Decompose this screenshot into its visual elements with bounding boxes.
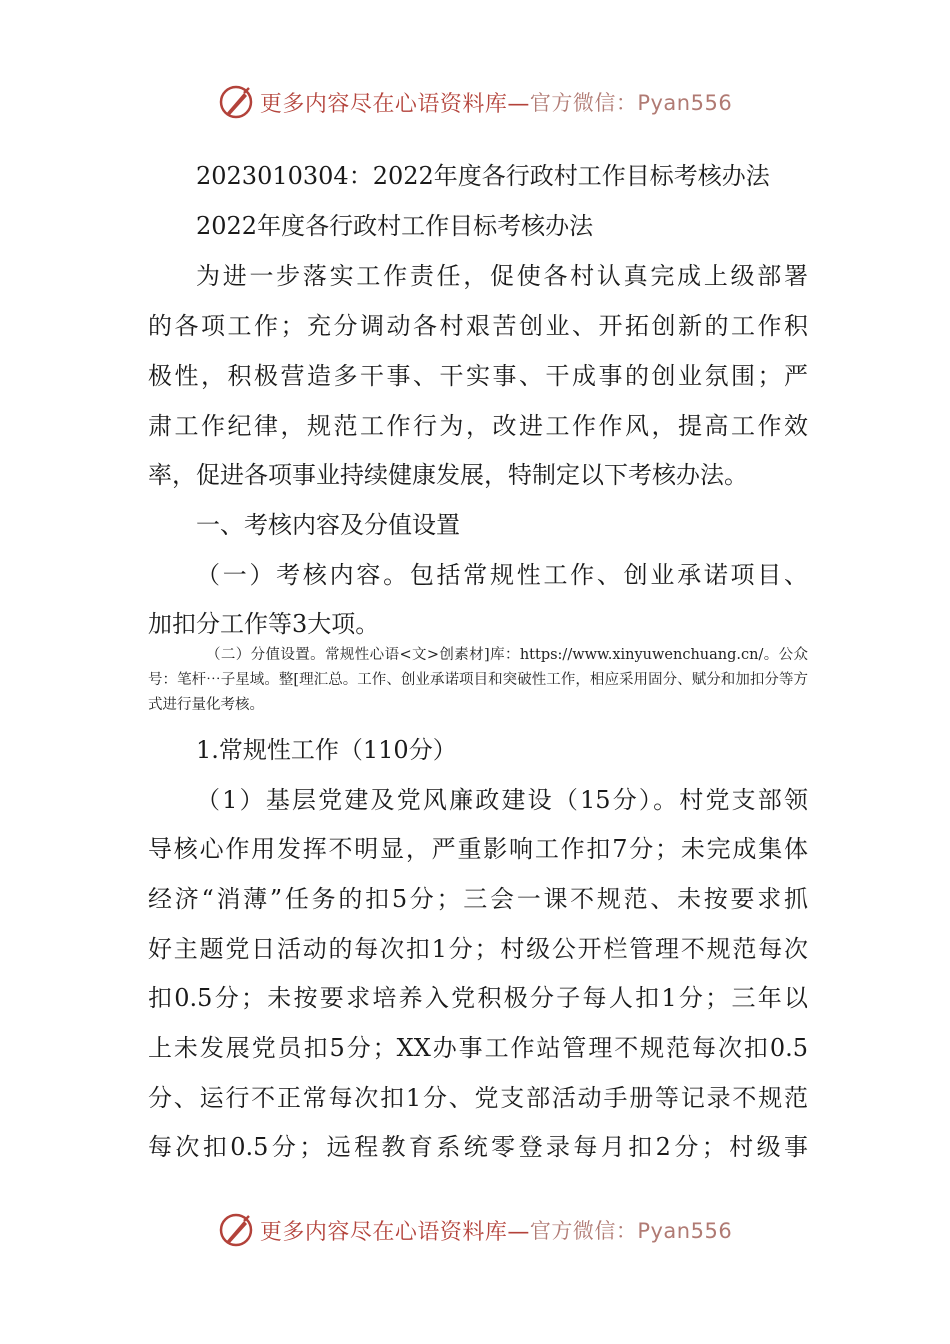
pen-logo-icon <box>218 1212 254 1248</box>
banner-wechat: 官方微信：Pyan556 <box>529 91 733 115</box>
intro-line: 为进一步落实工作责任，促使各村认真完成上级部署 <box>196 262 808 290</box>
subsection-heading: 1.常规性工作（110分） <box>196 736 457 764</box>
header-banner <box>0 80 950 124</box>
banner-text: 更多内容尽在心语资料库— <box>259 1219 530 1245</box>
document-title: 2023010304：2022年度各行政村工作目标考核办法 <box>196 162 770 190</box>
sub1-line: 扣0.5分；未按要求培养入党积极分子每人扣1分；三年以 <box>148 984 808 1012</box>
item2-paragraph: （二）分值设置。常规性心语<文>创素材]库：https://www.xinyuwenchuang.cn/。公众号：笔杆⋯子星域。整[理汇总。工作、创业承诺项目和突破性工作，相应采用固分、赋分和加扣分等方式进行量化考核。 <box>148 647 808 713</box>
intro-line: 的各项工作；充分调动各村艰苦创业、开拓创新的工作积 <box>148 312 808 340</box>
sub1-line: （1）基层党建及党风廉政建设（15分）。村党支部领 <box>196 786 808 814</box>
section-heading: 一、考核内容及分值设置 <box>196 511 460 539</box>
intro-line: 肃工作纪律，规范工作行为，改进工作作风，提高工作效 <box>148 412 808 440</box>
banner-text: 更多内容尽在心语资料库— <box>259 91 530 117</box>
document-subtitle: 2022年度各行政村工作目标考核办法 <box>196 212 594 240</box>
pen-logo-icon <box>218 84 254 120</box>
banner-wechat: 官方微信：Pyan556 <box>529 1219 733 1243</box>
sub1-line: 好主题党日活动的每次扣1分；村级公开栏管理不规范每次 <box>148 935 808 963</box>
item1-line: （一）考核内容。包括常规性工作、创业承诺项目、 <box>196 561 808 589</box>
footer-banner <box>0 1208 950 1252</box>
sub1-line: 导核心作用发挥不明显，严重影响工作扣7分；未完成集体 <box>148 835 808 863</box>
sub1-line: 经济“消薄”任务的扣5分；三会一课不规范、未按要求抓 <box>148 885 808 913</box>
sub1-line: 上未发展党员扣5分；XX办事工作站管理不规范每次扣0.5 <box>148 1034 808 1062</box>
item1-line: 加扣分工作等3大项。 <box>148 610 380 638</box>
intro-line: 极性，积极营造多干事、干实事、干成事的创业氛围；严 <box>148 362 808 390</box>
intro-line: 率，促进各项事业持续健康发展，特制定以下考核办法。 <box>148 461 748 489</box>
sub1-line: 分、运行不正常每次扣1分、党支部活动手册等记录不规范 <box>148 1084 808 1112</box>
sub1-line: 每次扣0.5分；远程教育系统零登录每月扣2分；村级事 <box>148 1133 808 1161</box>
